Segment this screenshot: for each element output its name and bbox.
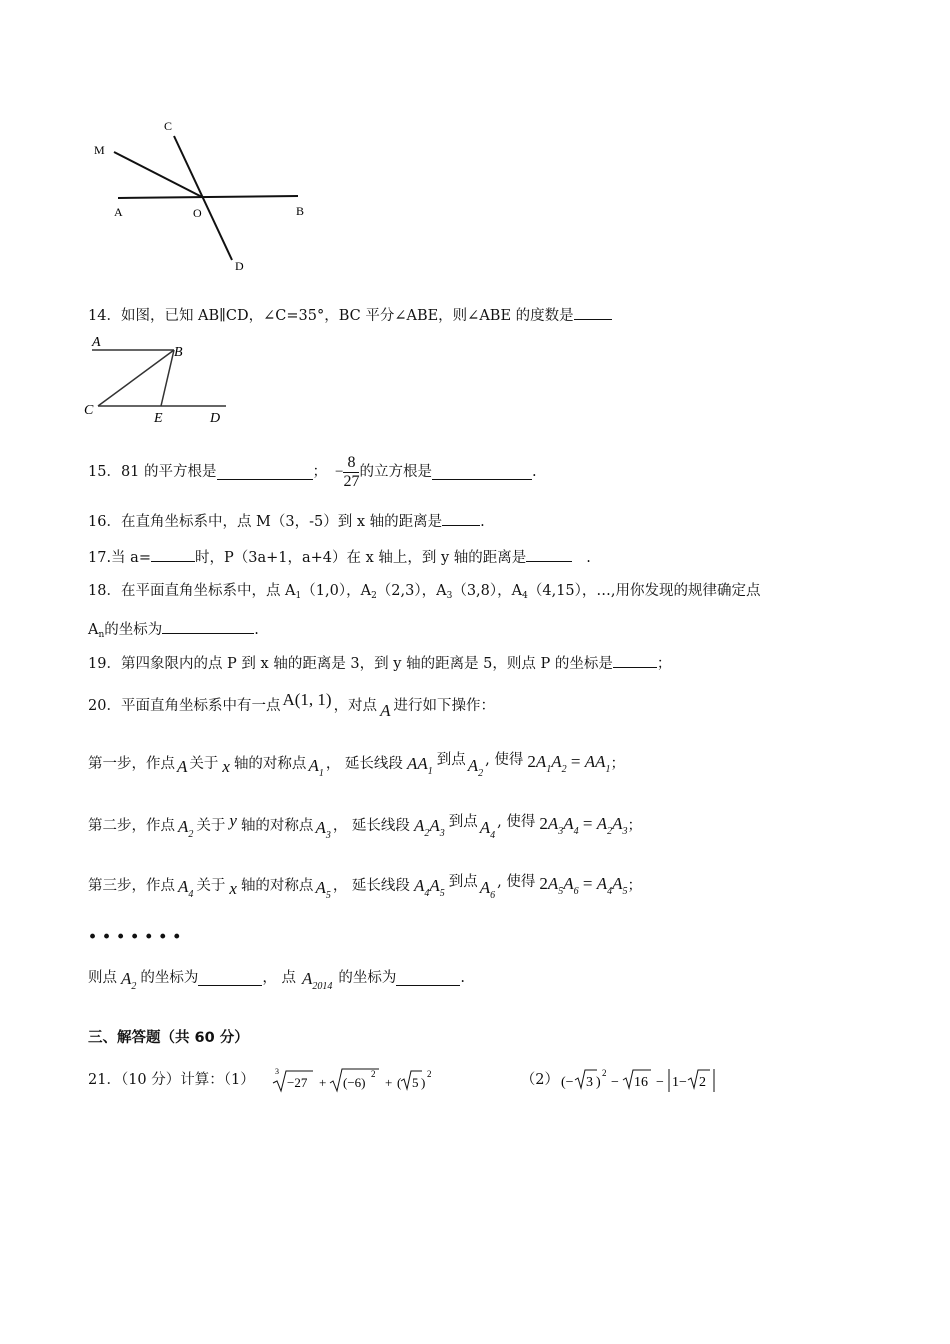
step-2-about: 关于 — [196, 818, 226, 834]
step-1-make: , 使得 — [485, 752, 524, 768]
question-19-end: ； — [656, 656, 672, 672]
step-2-segment: $A_2A_3$ — [413, 816, 445, 839]
final-point-a2: $A_2$ — [121, 969, 137, 992]
step-1-segment: $AA_1$ — [406, 754, 433, 777]
svg-text:2: 2 — [601, 1068, 607, 1078]
question-21 — [88, 1064, 729, 1096]
question-16 — [88, 511, 485, 532]
expression-1 — [271, 1065, 451, 1095]
question-17-part1: 17.当 a= — [88, 550, 151, 566]
svg-text:1−: 1− — [671, 1075, 687, 1090]
label-m: M — [94, 143, 105, 157]
question-17 — [88, 547, 591, 568]
step-1-target: $A_2$ — [467, 756, 484, 779]
question-15-part2: 的立方根是 — [359, 464, 432, 480]
fraction-8-27 — [343, 454, 359, 491]
question-21-part1: 21．（10 分）计算：（1） — [88, 1072, 255, 1088]
question-17-part2: 时，P（3a+1，a+4）在 x 轴上，到 y 轴的距离是 — [194, 550, 527, 566]
final-text-4: 的坐标为 — [338, 970, 397, 986]
point-a-var: A — [380, 701, 391, 720]
sqrt-expression — [559, 1065, 729, 1095]
step-3-about: 关于 — [196, 878, 226, 894]
question-16-text: 16．在直角坐标系中，点 M（3，-5）到 x 轴的距离是 — [88, 514, 443, 530]
line-ab — [118, 196, 298, 198]
question-15-sep: ； — [312, 464, 328, 480]
svg-text:5: 5 — [411, 1075, 419, 1090]
step-1-equation: $2A_1A_2 = AA_1$ — [527, 752, 611, 775]
step-1-label: 第一步，作点 — [88, 756, 175, 772]
answer-blank-15b[interactable] — [432, 465, 532, 480]
expression-2 — [559, 1065, 729, 1095]
question-20-intro — [88, 690, 495, 722]
answer-blank-17b[interactable] — [526, 547, 572, 562]
step-2-semicolon: ； — [627, 818, 642, 834]
step-3-equation: $2A_5A_6 = A_4A_5$ — [539, 874, 628, 897]
svg-text:2: 2 — [426, 1069, 432, 1079]
step-1-axis: x — [222, 757, 230, 776]
ellipsis-dots: ······· — [88, 922, 187, 952]
final-text-3: ， 点 — [262, 970, 296, 986]
question-18-part1: 18．在平面直角坐标系中，点 A — [88, 583, 296, 599]
label-d: D — [235, 259, 244, 273]
question-20-final — [88, 962, 465, 994]
cube-root-expression — [271, 1065, 451, 1095]
step-2-to-point: 到点 — [448, 814, 478, 830]
step-2-extend: ， 延长线段 — [332, 818, 410, 834]
step-2-target: $A_4$ — [479, 818, 496, 841]
step-2 — [88, 810, 642, 842]
label-a2: A — [92, 335, 101, 350]
final-end: . — [460, 970, 465, 986]
svg-text:3: 3 — [585, 1075, 593, 1090]
step-2-sym: 轴的对称点 — [240, 818, 314, 834]
question-14 — [88, 305, 612, 326]
figure-parallel-lines — [82, 330, 242, 430]
final-text-1: 则点 — [88, 970, 117, 986]
step-3-make: , 使得 — [497, 874, 536, 890]
answer-blank-16[interactable] — [442, 511, 480, 526]
section-3-title: 三、解答题（共 60 分） — [88, 1030, 249, 1046]
step-1-semicolon: ； — [610, 756, 625, 772]
step-2-axis: y — [229, 811, 237, 830]
step-1-about: 关于 — [189, 756, 219, 772]
step-1-point: A — [177, 757, 188, 776]
svg-text:−: − — [610, 1075, 619, 1090]
step-2-label: 第二步，作点 — [88, 818, 175, 834]
step-2-make: , 使得 — [497, 814, 536, 830]
svg-text:+: + — [384, 1075, 393, 1090]
svg-text:): ) — [595, 1075, 601, 1090]
question-15 — [88, 450, 537, 494]
figure-intersecting-lines — [80, 110, 340, 280]
svg-text:(: ( — [396, 1075, 402, 1090]
step-3-point: $A_4$ — [178, 877, 194, 900]
step-1-extend: ， 延长线段 — [325, 756, 403, 772]
label-o: O — [193, 206, 202, 220]
step-1-sym: 轴的对称点 — [233, 756, 307, 772]
question-20-intro3: 进行如下操作： — [393, 698, 495, 714]
question-20-intro2: ，对点 — [333, 698, 378, 714]
label-c: C — [164, 119, 173, 133]
step-3-axis: x — [229, 879, 237, 898]
svg-text:): ) — [420, 1075, 426, 1090]
label-d2: D — [210, 411, 221, 426]
step-1 — [88, 748, 625, 780]
label-c2: C — [84, 403, 94, 418]
final-text-2: 的坐标为 — [140, 970, 199, 986]
label-a: A — [114, 205, 123, 219]
question-14-text: 14．如图，已知 AB∥CD，∠C=35°，BC 平分∠ABE，则∠ABE 的度数是 — [88, 308, 574, 324]
question-15-part1: 15．81 的平方根是 — [88, 464, 217, 480]
fraction-denominator: 27 — [343, 472, 360, 490]
step-3-target: $A_6$ — [479, 878, 496, 901]
point-a4: （4,15） — [527, 583, 582, 599]
step-3 — [88, 870, 642, 902]
question-17-end: . — [586, 550, 591, 566]
question-21-part2: （2） — [520, 1072, 559, 1088]
answer-blank-15a[interactable] — [217, 465, 313, 480]
step-3-sym: 轴的对称点 — [240, 878, 314, 894]
answer-blank-19[interactable] — [613, 653, 657, 668]
svg-text:−27: −27 — [286, 1075, 308, 1090]
step-3-semicolon: ； — [627, 878, 642, 894]
point-a3: （3,8） — [452, 583, 498, 599]
step-3-sym-point: $A_5$ — [315, 878, 331, 901]
point-a2: （2,3） — [376, 583, 422, 599]
final-point-a2014: $A_{2014}$ — [302, 969, 333, 992]
question-20-intro1: 20．平面直角坐标系中有一点 — [88, 698, 281, 714]
svg-text:16: 16 — [633, 1075, 648, 1090]
answer-blank-20a[interactable] — [198, 971, 262, 986]
question-18-end: . — [254, 622, 259, 638]
svg-text:2: 2 — [698, 1075, 706, 1090]
question-18-line2: $A_n$的坐标为 . — [88, 619, 259, 645]
answer-blank-17a[interactable] — [151, 547, 195, 562]
step-3-extend: ， 延长线段 — [332, 878, 410, 894]
line-mo — [114, 152, 202, 197]
question-18: 18．在平面直角坐标系中，点 $A_1(1,0)$，$A_2(2,3)$，$A_3(3,8)$，$A_4(4,15)$，…,用你发现的规律确定点 — [88, 583, 761, 601]
question-18-part-end: ，…,用你发现的规律确定点 — [581, 583, 761, 599]
label-e2: E — [154, 411, 163, 426]
label-b: B — [296, 204, 305, 218]
question-19-text: 19．第四象限内的点 P 到 x 轴的距离是 3，到 y 轴的距离是 5，则点 P 的坐标是 — [88, 656, 613, 672]
step-2-point: $A_2$ — [178, 817, 194, 840]
svg-text:2: 2 — [370, 1069, 376, 1079]
question-18-line2-text: 的坐标为 — [104, 622, 163, 638]
minus-sign: − — [335, 464, 344, 480]
step-3-label: 第三步，作点 — [88, 878, 175, 894]
question-15-end: . — [531, 464, 537, 480]
step-1-to-point: 到点 — [436, 752, 466, 768]
point-a-1-1: A(1, 1) — [282, 690, 332, 709]
svg-text:−: − — [655, 1075, 664, 1090]
question-16-end: . — [480, 514, 485, 530]
answer-blank-18[interactable] — [162, 619, 254, 634]
step-1-sym-point: $A_1$ — [308, 756, 324, 779]
fraction-numerator: 8 — [343, 454, 359, 473]
step-2-equation: $2A_3A_4 = A_2A_3$ — [539, 814, 628, 837]
label-b2: B — [174, 345, 183, 360]
svg-text:(−: (− — [560, 1075, 574, 1090]
answer-blank-14[interactable] — [574, 305, 612, 320]
step-3-to-point: 到点 — [448, 874, 478, 890]
answer-blank-20b[interactable] — [396, 971, 460, 986]
step-3-segment: $A_4A_5$ — [413, 876, 445, 899]
step-2-sym-point: $A_3$ — [315, 818, 331, 841]
point-a1: （1,0） — [301, 583, 347, 599]
svg-text:3: 3 — [274, 1067, 279, 1076]
svg-text:+: + — [318, 1075, 327, 1090]
question-19 — [88, 653, 671, 674]
svg-text:(−6): (−6) — [342, 1075, 366, 1090]
